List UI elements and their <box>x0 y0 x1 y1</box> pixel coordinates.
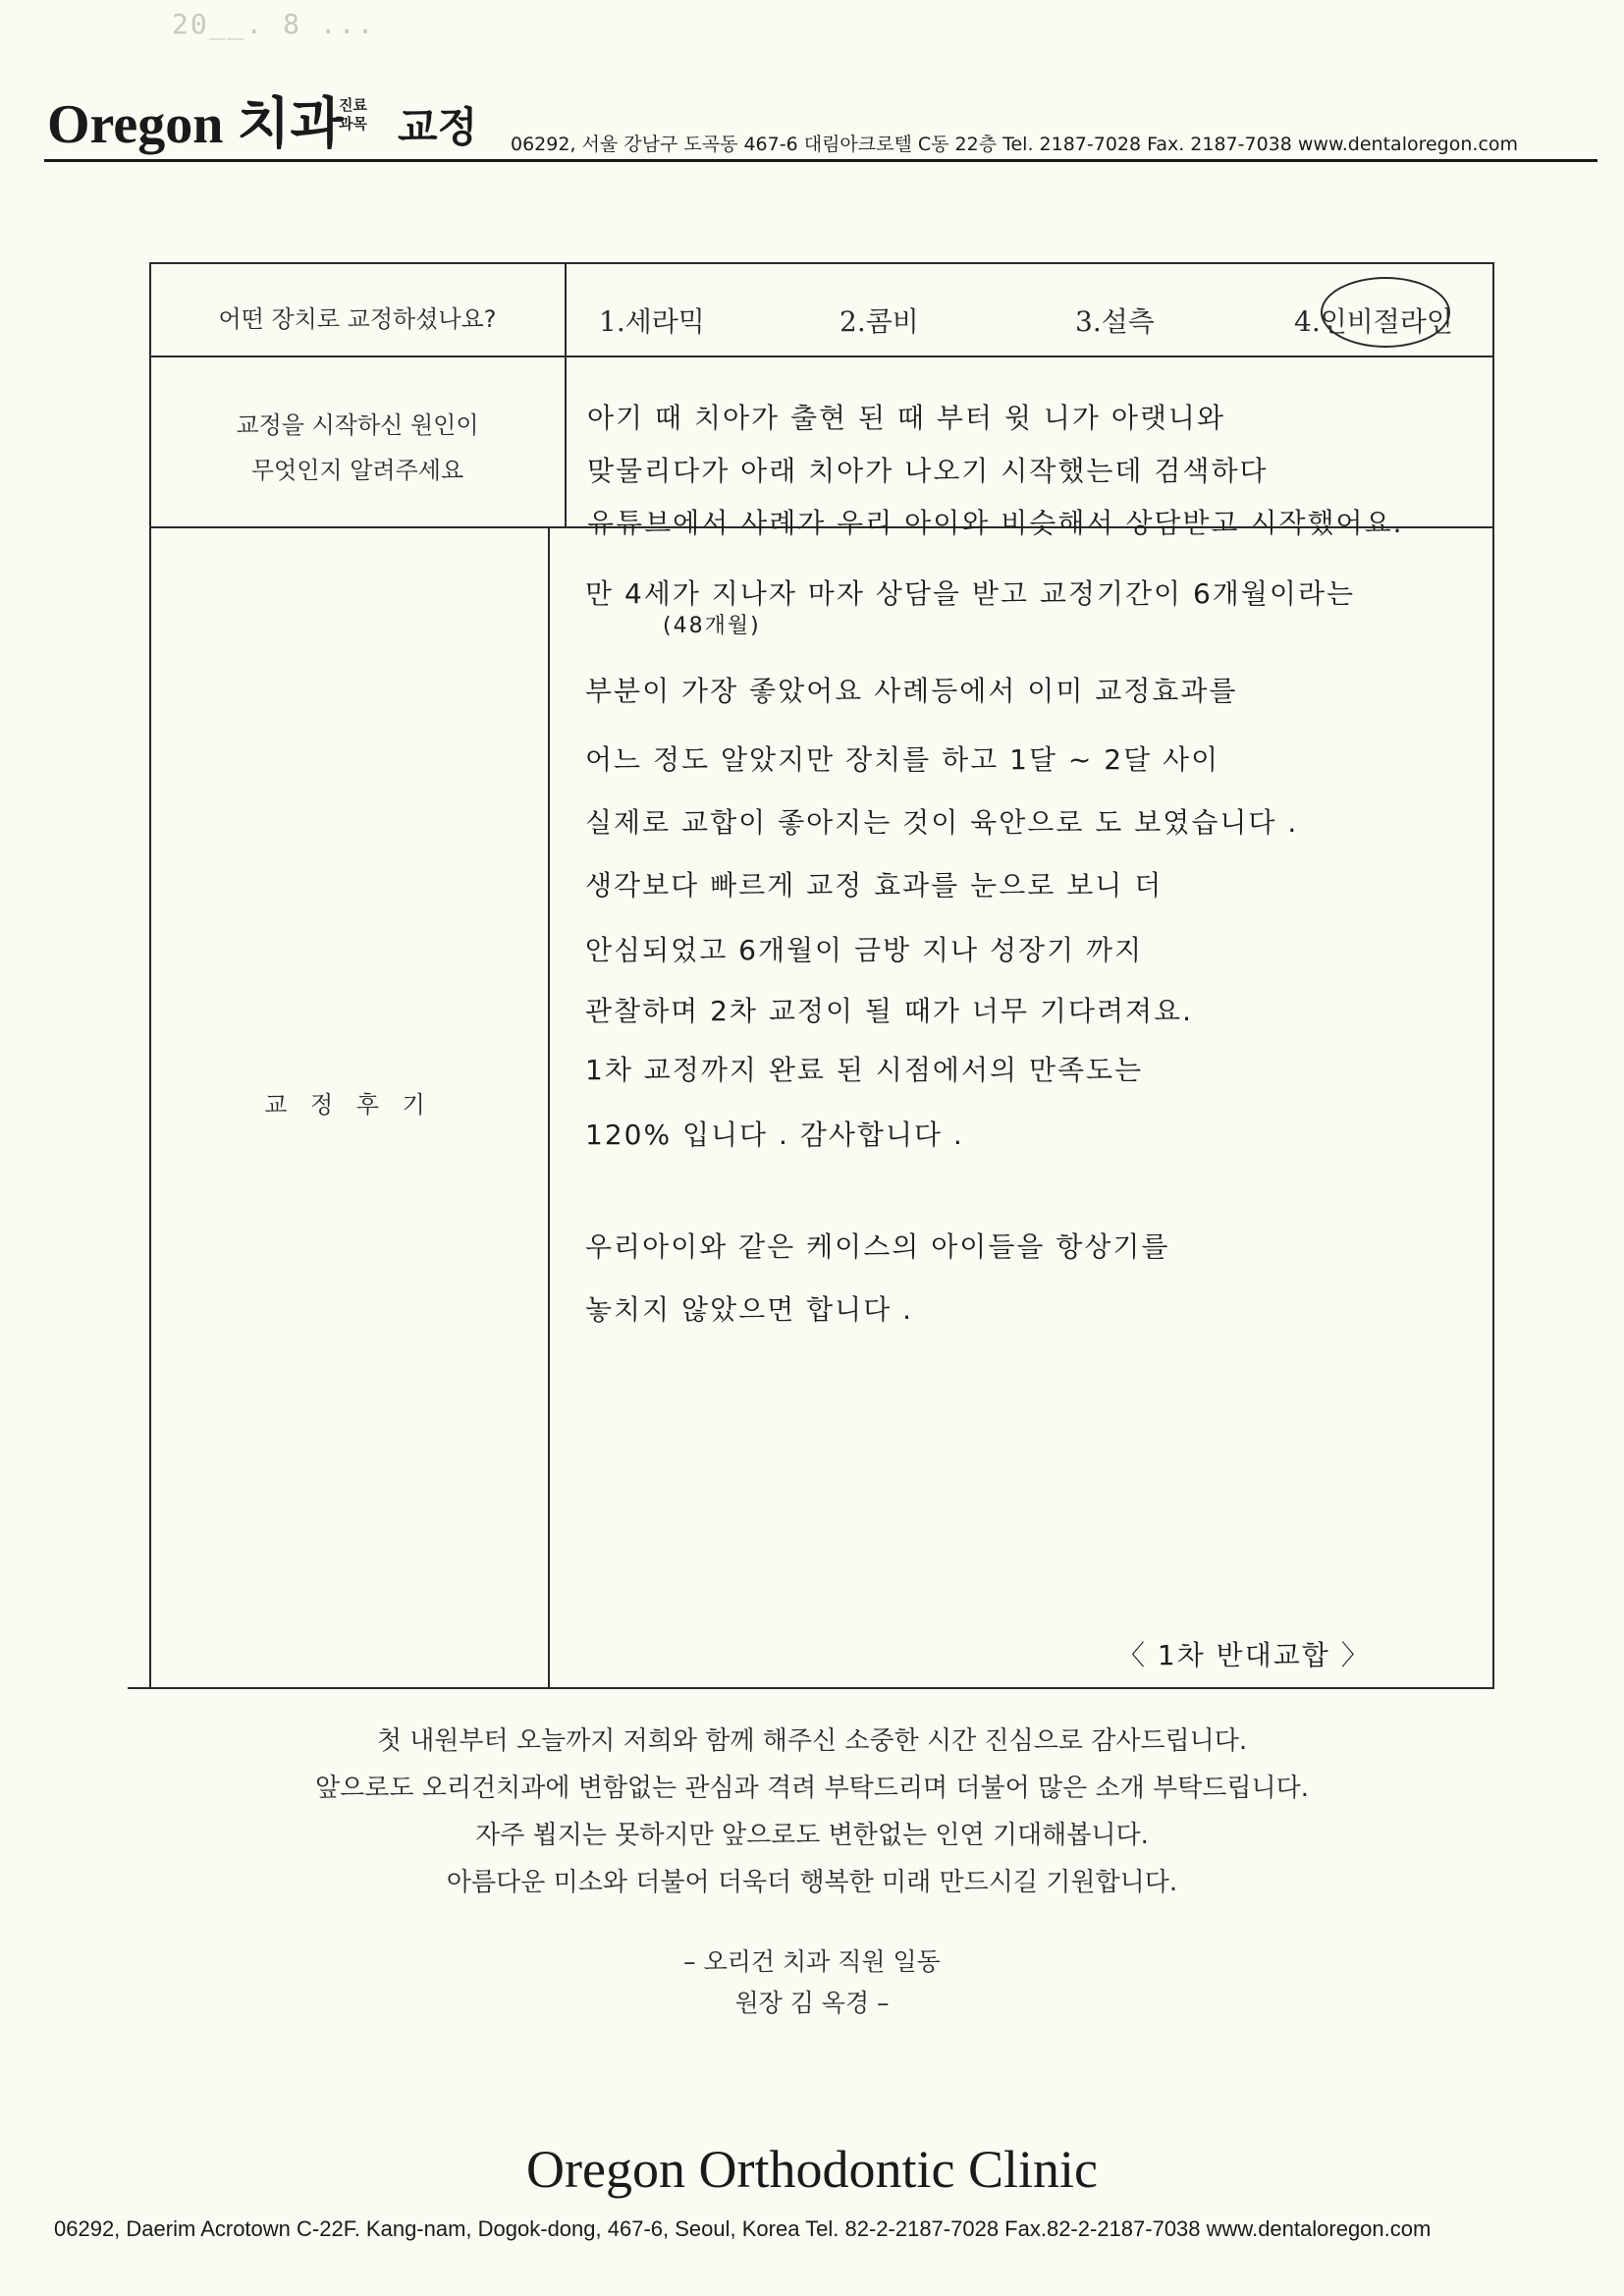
review-signature: 〈 1차 반대교합 〉 <box>1117 1639 1371 1671</box>
review-line: 실제로 교합이 좋아지는 것이 육안으로 도 보였습니다 . <box>585 806 1299 839</box>
specialty: 교정 <box>398 103 478 151</box>
option-combi: 2.콤비 <box>839 305 919 338</box>
subject-label <box>339 96 367 134</box>
option-ceramic: 1.세라믹 <box>599 305 705 338</box>
review-label: 교 정 후 기 <box>264 1091 433 1119</box>
device-question-label: 어떤 장치로 교정하셨나요? <box>218 305 497 333</box>
header-rule <box>44 159 1597 162</box>
review-line: 어느 정도 알았지만 장치를 하고 1달 ~ 2달 사이 <box>585 743 1220 776</box>
table-border-top <box>149 262 1494 264</box>
clinic-contact-info: 06292, 서울 강남구 도곡동 467-6 대림아크로텔 C동 22층 Tel. 2187-7028 Fax. 2187-7038 www.dentaloregon.com <box>511 134 1519 155</box>
table-row-divider-1 <box>149 355 1494 357</box>
review-line: 안심되었고 6개월이 금방 지나 성장기 까지 <box>585 934 1144 966</box>
table-row-divider-3 <box>128 1687 1494 1689</box>
closing-line: 첫 내원부터 오늘까지 저희와 함께 해주신 소중한 시간 진심으로 감사드립니다. <box>376 1726 1248 1756</box>
top-stamp-mark: 20__. 8 ... <box>172 8 376 40</box>
table-column-divider-upper <box>565 262 567 526</box>
option-lingual: 3.설측 <box>1075 305 1155 338</box>
review-line: 우리아이와 같은 케이스의 아이들을 항상기를 <box>585 1230 1170 1263</box>
closing-line: 자주 뵙지는 못하지만 앞으로도 변한없는 인연 기대해봅니다. <box>475 1821 1149 1850</box>
table-column-divider-lower <box>548 526 550 1687</box>
footer-clinic-name: Oregon Orthodontic Clinic <box>526 2140 1098 2199</box>
footer-address: 06292, Daerim Acrotown C-22F. Kang-nam, Dogok-dong, 467-6, Seoul, Korea Tel. 82-2-2187-7028 Fax.82-2-2187-7038 www.dentaloregon.com <box>54 2216 1432 2241</box>
reason-line: 맞물리다가 아래 치아가 나오기 시작했는데 검색하다 <box>587 455 1269 487</box>
subject-label-line-1: 진료 <box>339 96 367 114</box>
reason-label-line-1: 교정을 시작하신 원인이 <box>236 411 479 439</box>
review-line: 관찰하며 2차 교정이 될 때가 너무 기다려져요. <box>585 995 1193 1027</box>
closing-line: 아름다운 미소와 더불어 더욱더 행복한 미래 만드시길 기원합니다. <box>446 1868 1178 1897</box>
selected-option-circle <box>1321 277 1450 348</box>
review-line: 1차 교정까지 완료 된 시점에서의 만족도는 <box>585 1054 1144 1086</box>
reason-line: 아기 때 치아가 출현 된 때 부터 윗 니가 아랫니와 <box>587 402 1226 434</box>
closing-signature-director: 원장 김 옥경 – <box>734 1989 890 2017</box>
reason-label-line-2: 무엇인지 알려주세요 <box>250 457 464 484</box>
review-line-note: (48개월) <box>663 614 761 638</box>
closing-line: 앞으로도 오리건치과에 변함없는 관심과 격려 부탁드리며 더불어 많은 소개 부탁드립니다. <box>315 1774 1309 1803</box>
review-line: 생각보다 빠르게 교정 효과를 눈으로 보니 더 <box>585 869 1164 902</box>
review-line: 만 4세가 지나자 마자 상담을 받고 교정기간이 6개월이라는 <box>585 577 1356 610</box>
closing-signature-staff: – 오리건 치과 직원 일동 <box>683 1947 941 1976</box>
table-border-right <box>1492 262 1494 1687</box>
review-line: 부분이 가장 좋았어요 사례등에서 이미 교정효과를 <box>585 675 1238 707</box>
reason-line: 유튜브에서 사례가 우리 아이와 비슷해서 상담받고 시작했어요. <box>587 507 1404 539</box>
review-line: 놓치지 않았으면 합니다 . <box>585 1293 914 1326</box>
option-invisalign: 4.인비절라인 <box>1294 305 1453 338</box>
review-line: 120% 입니다 . 감사합니다 . <box>585 1119 964 1151</box>
subject-label-line-2: 과목 <box>339 115 367 133</box>
clinic-brand: Oregon 치과 <box>47 94 344 155</box>
